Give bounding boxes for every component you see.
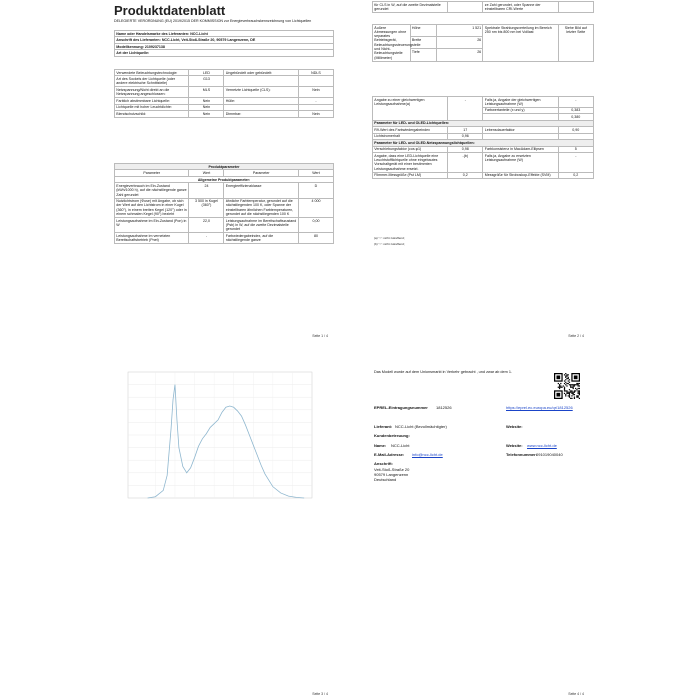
param-value: Nein [298,111,333,117]
product-parameters-table [114,163,334,244]
section-header: Produktparameter [115,164,334,170]
param-value: 0,00 [298,217,333,232]
param-label: Falls ja, Angabe zu ersetzten Leistungsaufnahme (W) [483,153,558,172]
eprel-link[interactable]: https://eprel.ec.europa.eu/qr/1812526 [506,405,573,410]
param-label: Vernetzte Lichtquelle (CLS): [224,87,298,98]
light-source-type-table [114,69,334,118]
param-value: 4 000 [298,198,333,217]
table-row [115,111,334,117]
param-value: G13 [189,76,224,87]
column-header: Wert [189,170,224,176]
page-2 [370,0,598,342]
param-label: Farbkonsistenz in MacAdam-Ellipsen [483,146,558,152]
param-label: Messgröße für Stroboskop-Effekte (SVM) [483,172,558,178]
dimension-label: Breite [410,37,437,49]
page-number: Seite 2 / 4 [568,334,584,338]
param-value: 0,2 [448,172,483,178]
param-value: 0,383 [558,107,593,113]
column-header: Parameter [224,170,298,176]
param-label: Farbwertanteile (x und y) [483,107,558,113]
param-value: 0,2 [558,172,593,178]
param-label: Lichtquelle mit hoher Leuchtdichte: [115,104,189,110]
email-link[interactable]: info@ncc-licht.de [412,452,443,457]
param-value: 80 [298,232,333,243]
param-label: Lichtstromerhalt [373,133,448,139]
eprel-label: EPREL-Eintragungsnummer [374,405,428,410]
supplier-table [114,30,334,57]
param-label: Spektrale Strahlungsverteilung im Bereich 250 nm bis 800 nm bei Volllast [483,25,558,62]
table-row [115,217,334,232]
table-row [115,87,334,98]
param-label: Angabe, dass eine LED-Lichtquelle eine Leuchtstofflichtquelle ohne eingebautes Vorschaltgerät mit einer bestimmten Leistungsaufnahme ersetzt. [373,153,448,172]
page-1 [110,0,342,342]
dimension-label: Tiefe [410,49,437,61]
page-number: Seite 1 / 4 [312,334,328,338]
website-label-2: Website: [506,443,523,448]
param-value: -(b) [448,153,483,172]
page-number: Seite 4 / 4 [568,692,584,696]
website-link[interactable]: www.ncc-licht.de [527,443,557,448]
param-value: 5 [558,146,593,152]
param-value: 0,380 [558,114,593,120]
name-label: Name: [374,443,387,448]
table-row [373,25,594,37]
page-number: Seite 3 / 4 [312,692,328,696]
supplier-value: NCC-Licht (Bevollmächtigter) [395,424,447,429]
website-label: Website: [506,424,523,429]
dimension-value: 1 521 [437,25,483,37]
address-line: Veit-Stoß-Straße 20 [374,467,410,472]
param-value: - [298,98,333,104]
param-label: Blendschutzschild: [115,111,189,117]
table-row [115,50,334,56]
param-label: Flimmer-Messgröße (Pst LM) [373,172,448,178]
eprel-number: 1812526 [436,405,452,410]
param-label: für CLS in W, auf die zweite Dezimalstelle gerundet [373,2,448,13]
param-label: Leistungsaufnahme im vernetzten Bereitschaftsbetrieb (Pnet) [115,232,189,243]
table-row [373,153,594,172]
table-row [373,97,594,108]
column-header: Parameter [115,170,189,176]
param-value: 0,98 [448,146,483,152]
param-value: Nein [189,98,224,104]
table-row [373,2,594,13]
param-label: Verschiebungsfaktor (cos φ1) [373,146,448,152]
page-title: Produktdatenblatt [114,3,226,18]
param-label: Äußere Abmessungen ohne separates Betriebsgerät, Beleuchtungssteuerungsteile und Nicht-Beleuchtungsteile (Millimeter) [374,25,421,60]
param-value: 0,96 [448,133,483,139]
name-value: NCC-Licht [391,443,410,448]
param-label: Energieeffizienzklasse [224,183,298,198]
address-line: Deutschland [374,477,397,482]
cri-continuation-table [372,1,594,13]
param-label: Leistungsaufnahme im Bereitschaftszustand (Psb) in W, auf die zweite Dezimalstelle gerundet [224,217,298,232]
param-label: Netzspannung/Nicht direkt an die Netzspannung angeschlossen: [115,87,189,98]
supplier-info: Anschrift des Lieferanten: NCC-Licht, Veit-Stoß-Straße 20, 90579 Langenzenn, DE [115,37,334,43]
param-value: 22,0 [189,217,224,232]
dimension-label: Höhe [410,25,437,37]
customer-support-label: Kundenbetreuung: [374,433,410,438]
table-row [115,76,334,87]
param-label: Energieverbrauch im Ein-Zustand (kWh/1000 h), auf die nächstliegende ganze Zahl gerundet [115,183,189,198]
page-3 [110,358,342,700]
address-line: 90579 Langenzenn [374,472,409,477]
led-parameters-table [372,96,594,179]
param-label: Farblich abstimmbare Lichtquelle: [115,98,189,104]
market-date-text: Das Modell wurde auf dem Unionsmarkt in Verkehr gebracht , und zwar ab dem 1. [374,370,513,374]
table-row [115,232,334,243]
supplier-label: Lieferant: [374,424,393,429]
param-value: NDLS [298,70,333,76]
param-value: 0,90 [558,127,593,133]
table-row [115,198,334,217]
param-value: LED [189,70,224,76]
param-label: ze Zahl gerundet, oder Spanne der einstellbaren CRI-Werte [483,2,558,13]
param-value: Siehe Bild auf letzter Seite [558,25,593,62]
dimension-value: 26 [437,49,483,61]
param-label: Angabe zu einer gleichwertigen Leistungsaufnahme(a) [373,97,448,121]
email-label: E-Mail-Adresse: [374,452,405,457]
param-value: Nein [298,87,333,98]
footnote-a: (a) "-": nicht zutreffend; [374,236,405,240]
param-label: ähnliche Farbtemperatur, gerundet auf die nächstliegenden 100 K, oder Spanne der einstellbaren ähnlichen Farbtemperaturen, gerundet auf die nächstliegenden 100 K [224,198,298,217]
section-header: Parameter für LED- und OLED-Lichtquellen: [373,120,594,126]
param-value: MLS [189,87,224,98]
section-header: Allgemeine Produktparameter: [115,176,334,182]
param-value: 17 [448,127,483,133]
table-row [115,183,334,198]
param-value [558,2,593,13]
param-value: - [189,232,224,243]
param-value: Nein [189,111,224,117]
table-row [373,172,594,178]
phone-label: Telefonnummer: [506,452,538,457]
param-label: Hülle: [224,98,298,104]
param-label: Art des Sockels der Lichtquelle (oder andere elektrische Schnittstelle) [115,76,189,87]
param-label: Leistungsaufnahme im Ein-Zustand (Pon) in W [115,217,189,232]
param-label: Verwendete Beleuchtungstechnologie: [115,70,189,76]
section-header: Parameter für LED- und OLED-Netzspannungslichtquellen: [373,140,594,146]
param-label [224,76,298,87]
qr-code-icon [554,373,580,399]
param-value: - [558,97,593,108]
dimensions-table [372,24,594,62]
param-label: Ungebündelt oder gebündelt: [224,70,298,76]
param-value: 24 [189,183,224,198]
supplier-info: Art der Lichtquelle: [115,50,334,56]
param-value [298,76,333,87]
page-4 [370,358,598,700]
param-label: Farbwiedergabeindex, auf die nächstliegende ganze [224,232,298,243]
param-value: - [558,153,593,172]
address-label: Anschrift: [374,461,393,466]
param-label: Dimmbar: [224,111,298,117]
phone-value: 091019040040 [536,452,563,457]
param-label: Lebensdauerfaktor [483,127,558,133]
param-value: 3 500 in Kugel (360°) [189,198,224,217]
column-header: Wert [298,170,333,176]
spectral-distribution-chart [116,368,316,508]
param-value: D [298,183,333,198]
param-value [448,2,483,13]
dimension-value: 26 [437,37,483,49]
param-label: Nutzlichtstrom (Φuse) mit Angabe, ob sich der Wert auf den Lichtstrom in einer Kugel (360°), in einem breiten Kegel (120°) oder in einem schmalen Kegel (90°) bezieht [115,198,189,217]
regulation-text: DELEGIERTE VERORDNUNG (EU) 2019/2015 DER KOMMISSION zur Energieverbrauchskennzeichnung von Lichtquellen [114,19,312,23]
supplier-info: Modellkennung: 2109237138 [115,43,334,49]
param-label: Falls ja, Angabe der gleichwertigen Leistungsaufnahme (W) [483,97,558,108]
footnote-b: (b) "-": nicht zutreffend; [374,242,405,246]
supplier-info: Name oder Handelsmarke des Lieferanten: NCC-Licht [115,31,334,37]
param-value: - [448,97,483,121]
param-label: R9-Wert des Farbwiedergabeindex [373,127,448,133]
param-value: Nein [189,104,224,110]
